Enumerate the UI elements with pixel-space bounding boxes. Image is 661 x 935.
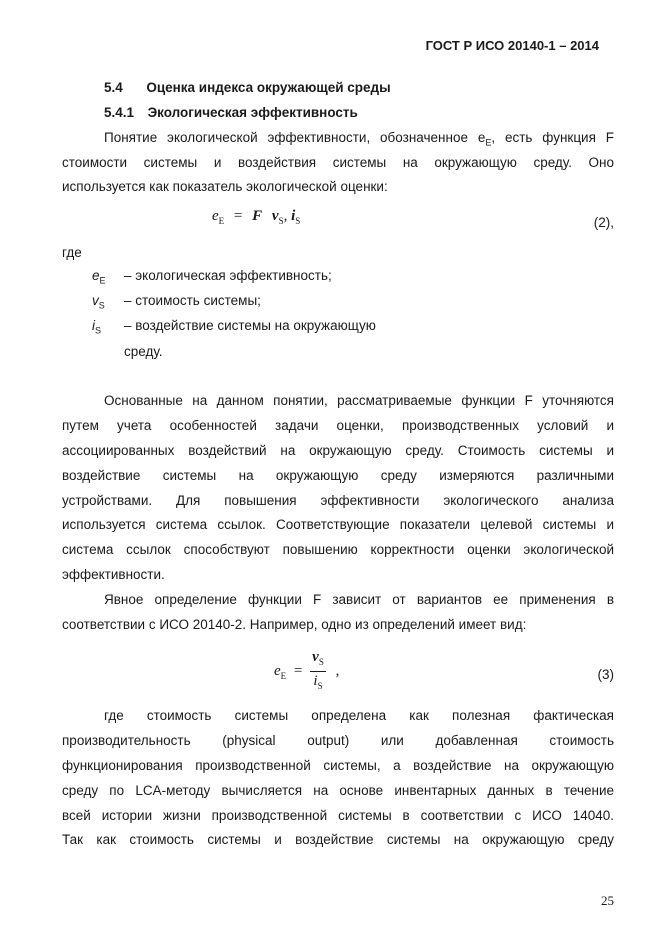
- subsection-number: 5.4.1: [104, 105, 135, 120]
- para4-line: среду по LCA-методу вычисляется на основе инвентарных данных в течение: [62, 783, 614, 798]
- para2-line: Основанные на данном понятии, рассматриваемые функции F уточняются: [104, 393, 614, 408]
- formula-3: $e_E$ = $\frac{v_S}{i_S}$ ,: [274, 648, 339, 695]
- para2-line: используется система ссылок. Соответствующие показатели целевой системы и: [62, 517, 614, 532]
- para1-line2: стоимости системы и воздействия системы на окружающую среду. Оно: [62, 155, 614, 170]
- equation-number-2: (2),: [593, 215, 614, 230]
- subsection-heading: [104, 105, 358, 120]
- para4-line: функционирования производственной системы, а воздействие на окружающую: [62, 758, 614, 773]
- formula-3-fraction: $\frac{v_S}{i_S}$: [312, 649, 324, 691]
- para4-line: всей истории жизни производственной системы в соответствии с ИСО 14040.: [62, 808, 614, 823]
- section-title: Оценка индекса окружающей среды: [146, 80, 391, 95]
- formula-2: $e_E = F$ $v_S$, $i_S$: [212, 208, 301, 226]
- para2-line: путем учета особенностей задачи оценки, производственных условий и: [62, 418, 614, 433]
- section-heading: [104, 80, 391, 95]
- para4-line: где стоимость системы определена как полезная фактическая: [104, 708, 614, 723]
- definition-row: $e_E$ – экологическая эффективность;: [92, 268, 332, 286]
- para2-line: воздействие системы на окружающую среду измеряются различными: [62, 468, 614, 483]
- para2-line: ассоциированных воздействий на окружающую среду. Стоимость системы и: [62, 443, 614, 458]
- document-header: ГОСТ Р ИСО 20140-1 – 2014: [425, 38, 599, 53]
- para3-line: соответствии с ИСО 20140-2. Например, одно из определений имеет вид:: [62, 617, 527, 632]
- para3-line: Явное определение функции F зависит от вариантов ее применения в: [104, 592, 614, 607]
- subsection-title: Экологическая эффективность: [147, 105, 358, 120]
- para2-line: система ссылок способствуют повышению корректности оценки экологической: [62, 542, 614, 557]
- where-label: где: [62, 245, 82, 260]
- para1-line3: используется как показатель экологической оценки:: [62, 179, 388, 194]
- para4-line: Так как стоимость системы и воздействие системы на окружающую среду: [62, 832, 614, 847]
- definition-continuation: среду.: [124, 344, 163, 359]
- definition-row: $v_S$ – стоимость системы;: [92, 293, 261, 311]
- para2-line: эффективности.: [62, 567, 165, 582]
- para1-line1: Понятие экологической эффективности, обозначенное $e_E$, есть функция F: [104, 130, 614, 148]
- definition-row: $i_S$ – воздействие системы на окружающую: [92, 318, 376, 336]
- section-number: 5.4: [104, 80, 123, 95]
- equation-number-3: (3): [597, 667, 614, 682]
- para2-line: устройствами. Для повышения эффективности экологического анализа: [62, 493, 614, 508]
- para4-line: производительность (physical output) или добавленная стоимость: [62, 733, 614, 748]
- page-number: 25: [601, 893, 614, 908]
